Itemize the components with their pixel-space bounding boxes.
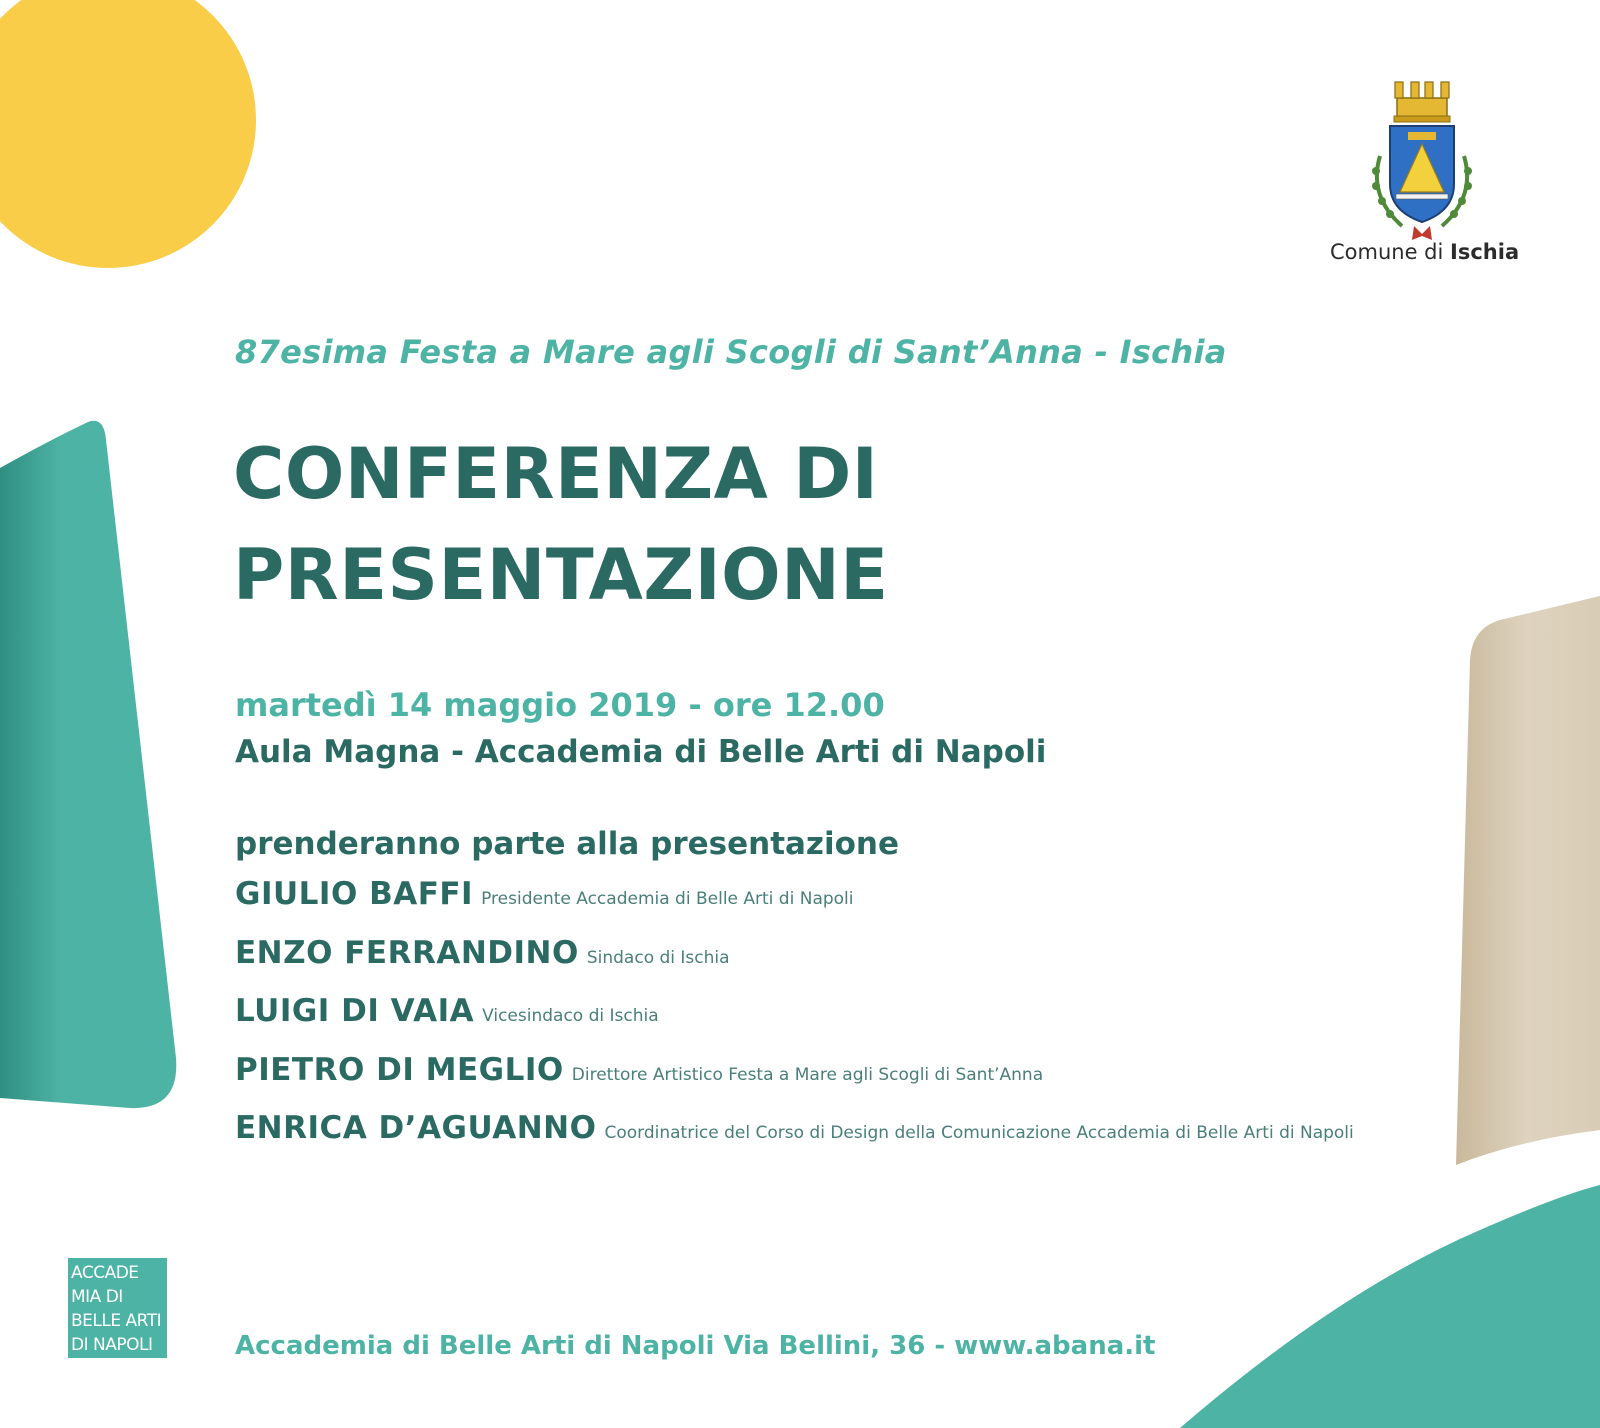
teal-wave-bottom-right bbox=[1180, 1185, 1600, 1428]
accademia-logo-line: DI NAPOLI bbox=[71, 1335, 153, 1355]
accademia-logo bbox=[68, 1258, 167, 1358]
speaker-role: Direttore Artistico Festa a Mare agli Scogli di Sant’Anna bbox=[571, 1064, 1044, 1085]
event-date: martedì 14 maggio 2019 - ore 12.00 bbox=[235, 686, 885, 724]
comune-logo-prefix: Comune di bbox=[1330, 240, 1444, 264]
speaker-role: Sindaco di Ischia bbox=[586, 947, 730, 968]
accademia-logo-line: BELLE ARTI bbox=[71, 1311, 162, 1331]
speaker-role: Presidente Accademia di Belle Arti di Napoli bbox=[481, 889, 854, 909]
comune-logo-text bbox=[1330, 240, 1519, 264]
beige-shape-right bbox=[1456, 596, 1600, 1165]
speakers-intro: prenderanno parte alla presentazione bbox=[235, 826, 899, 862]
speaker-role: Coordinatrice del Corso di Design della Comunicazione Accademia di Belle Arti di Napoli bbox=[604, 1123, 1354, 1143]
page-title-line-2: PRESENTAZIONE bbox=[233, 534, 889, 616]
speaker-item bbox=[235, 1110, 1354, 1169]
speaker-name: ENRICA D’AGUANNO bbox=[235, 1110, 597, 1146]
event-subtitle: 87esima Festa a Mare agli Scogli di Sant’Anna - Ischia bbox=[235, 333, 1227, 371]
speaker-name: LUIGI DI VAIA bbox=[235, 993, 475, 1029]
footer-address[interactable]: Accademia di Belle Arti di Napoli Via Bellini, 36 - www.abana.it bbox=[235, 1331, 1156, 1361]
speaker-name: PIETRO DI MEGLIO bbox=[235, 1051, 564, 1088]
accademia-logo-line: ACCADE bbox=[71, 1263, 139, 1283]
speaker-name: GIULIO BAFFI bbox=[235, 876, 474, 912]
speaker-item bbox=[235, 935, 1354, 994]
speaker-item bbox=[235, 1052, 1354, 1111]
ischia-crest-icon bbox=[1362, 76, 1482, 252]
page-title-line-1: CONFERENZA DI bbox=[233, 433, 879, 515]
speaker-item bbox=[235, 876, 1354, 935]
event-location: Aula Magna - Accademia di Belle Arti di Napoli bbox=[235, 734, 1047, 770]
speaker-name: ENZO FERRANDINO bbox=[235, 934, 579, 971]
comune-logo-name: Ischia bbox=[1450, 240, 1520, 264]
accademia-logo-line: MIA DI bbox=[71, 1287, 123, 1307]
speaker-role: Vicesindaco di Ischia bbox=[482, 1006, 659, 1026]
page-title bbox=[233, 424, 889, 626]
speakers-list bbox=[235, 876, 1354, 1169]
teal-shape-left bbox=[0, 421, 176, 1108]
yellow-circle-shape bbox=[0, 0, 256, 268]
speaker-item bbox=[235, 993, 1354, 1052]
